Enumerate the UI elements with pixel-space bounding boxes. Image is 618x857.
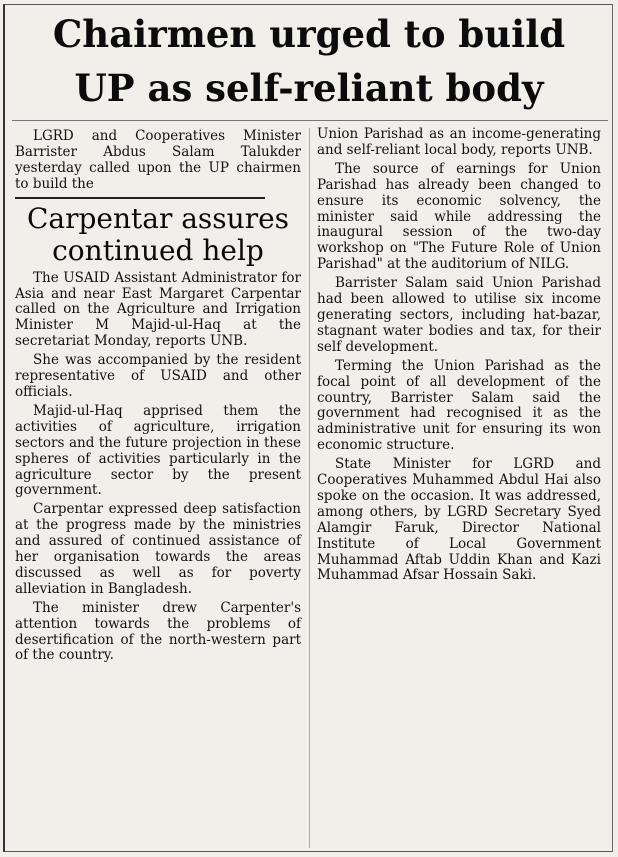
story2-paragraph: She was accompanied by the resident representative of USAID and other officials. bbox=[15, 352, 301, 400]
story1-paragraph: The source of earnings for Union Parishad has already been changed to ensure its economic solvency, the minister said while addressing the inaugural session of the two-day workshop on "The Future Role of Union Parishad" at the auditorium of NILG. bbox=[317, 160, 601, 273]
story1-paragraph: Union Parishad as an income-generating and self-reliant local body, reports UNB. bbox=[317, 126, 601, 158]
story-separator-rule bbox=[15, 197, 265, 199]
story1-paragraph: Barrister Salam said Union Parishad had been allowed to utilise six income generating sectors, including hat-bazar, stagnant water bodies and tax, for their self development. bbox=[317, 275, 601, 355]
story1-intro: LGRD and Cooperatives Minister Barrister Abdus Salam Talukder yesterday called upon the UP chairmen to build the bbox=[15, 128, 301, 192]
story2-paragraph: The USAID Assistant Administrator for Asia and near East Margaret Carpentar called on the Agriculture and Irrigation Minister M Majid-ul-Haq at the secretariat Monday, reports UNB. bbox=[15, 269, 301, 350]
story2-headline bbox=[15, 203, 301, 267]
main-headline-line-1: Chairmen urged to build bbox=[52, 12, 566, 56]
main-headline-line-2: UP as self-reliant body bbox=[74, 66, 544, 110]
left-column bbox=[15, 129, 301, 667]
column-divider bbox=[309, 128, 310, 848]
story2-paragraph: The minister drew Carpenter's attention towards the problems of desertification of the north-western part of the country. bbox=[15, 599, 301, 664]
story2-headline-line-2: continued help bbox=[52, 233, 264, 267]
headline-rule bbox=[12, 120, 608, 121]
right-column bbox=[317, 127, 601, 587]
story2-headline-line-1: Carpentar assures bbox=[26, 201, 290, 235]
story1-paragraph: Terming the Union Parishad as the focal point of all development of the country, Barrister Salam said the government had recognised it as the administrative unit for ensuring its won economic structure. bbox=[317, 357, 601, 454]
story2-paragraph: Carpentar expressed deep satisfaction at the progress made by the ministries and assured of continued assistance of her organisation towards the areas discussed as well as for poverty alleviation in Bangladesh. bbox=[15, 501, 301, 597]
story1-paragraph: State Minister for LGRD and Cooperatives Muhammed Abdul Hai also spoke on the occasion. It was addressed, among others, by LGRD Secretary Syed Alamgir Faruk, Director National Institute of Local Government Muhammad Aftab Uddin Khan and Kazi Muhammad Afsar Hossain Saki. bbox=[317, 456, 601, 584]
story2-paragraph: Majid-ul-Haq apprised them the activities of agriculture, irrigation sectors and the future projection in these spheres of activities particularly in the agriculture sector by the present government. bbox=[15, 402, 301, 499]
